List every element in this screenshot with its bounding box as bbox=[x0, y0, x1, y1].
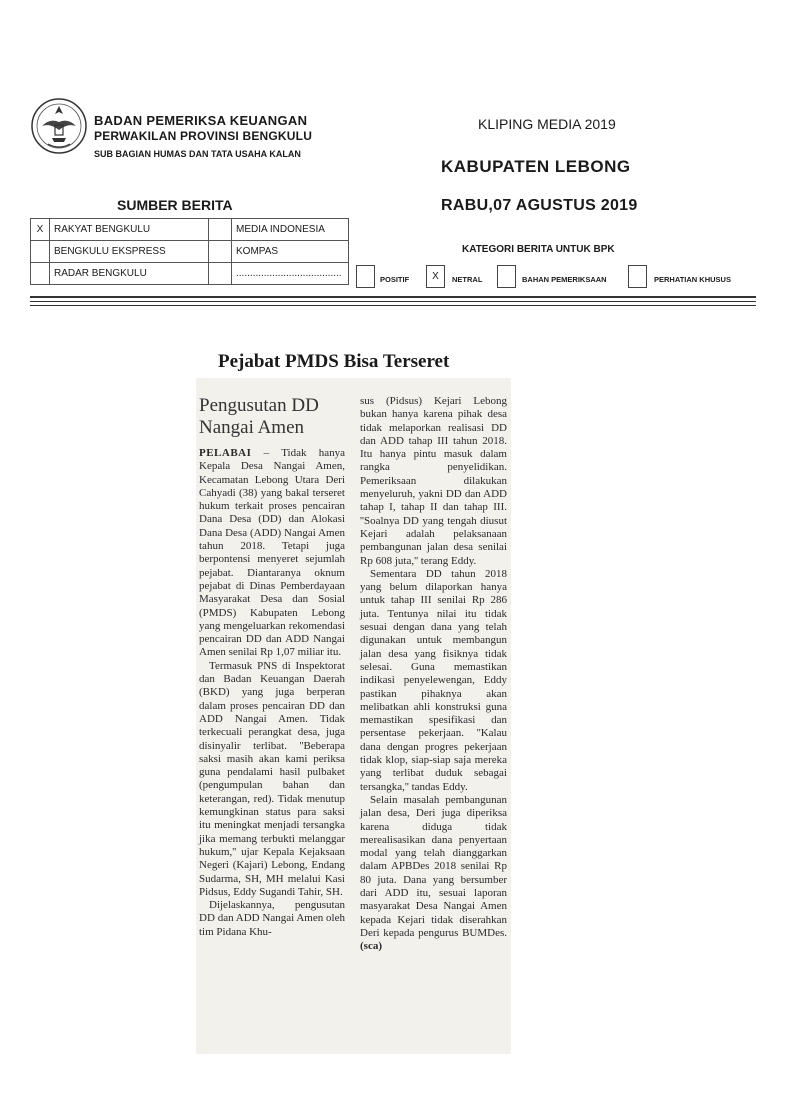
article-paragraph: Sementara DD tahun 2018 yang belum dilaporkan hanya untuk tahap III senilai Rp 286 juta. Tentunya nilai itu tidak sesuai dengan dana yang telah digunakan untuk membangun jalan desa yang fisiknya tidak selesai. Guna memastikan indikasi penyelewengan, Eddy pastikan pihaknya akan melibatkan ahli konstruksi guna memastikan spesifikasi dan persentase pekerjaan. ''Kalau dana dengan progres pekerjaan tidak klop, siap-siap saja mereka yang terlibat duduk sebagai tersangka,'' tandas Eddy. bbox=[360, 567, 507, 793]
category-label: POSITIF bbox=[380, 275, 410, 284]
category-label: PERHATIAN KHUSUS bbox=[654, 275, 731, 284]
article-paragraph: Dijelaskannya, pengusutan DD dan ADD Nangai Amen oleh tim Pidana Khu- bbox=[199, 899, 345, 938]
category-checkbox-positif[interactable] bbox=[356, 265, 375, 288]
sources-table bbox=[30, 218, 349, 285]
date-label: RABU,07 AGUSTUS 2019 bbox=[441, 197, 638, 214]
category-checkbox-perhatian-khusus[interactable] bbox=[628, 265, 647, 288]
kliping-label: KLIPING MEDIA 2019 bbox=[478, 116, 616, 132]
article-subhead: Pengusutan DD Nangai Amen bbox=[199, 395, 319, 438]
org-subdivision: SUB BAGIAN HUMAS DAN TATA USAHA KALAN bbox=[94, 149, 301, 159]
category-checkbox-netral[interactable]: X bbox=[426, 265, 445, 288]
category-label: BAHAN PEMERIKSAAN bbox=[522, 275, 607, 284]
source-mark bbox=[31, 241, 50, 263]
source-right: MEDIA INDONESIA bbox=[232, 219, 349, 241]
category-label: NETRAL bbox=[452, 275, 483, 284]
article-column-1 bbox=[199, 447, 345, 939]
article-author: (sca) bbox=[360, 940, 382, 953]
source-right: KOMPAS bbox=[232, 241, 349, 263]
region-title: KABUPATEN LEBONG bbox=[441, 157, 631, 176]
article-headline: Pejabat PMDS Bisa Terseret bbox=[218, 351, 450, 372]
source-mark: X bbox=[31, 219, 50, 241]
source-left: RAKYAT BENGKULU bbox=[50, 219, 209, 241]
article-column-2 bbox=[360, 395, 507, 953]
source-row bbox=[31, 263, 349, 285]
divider bbox=[30, 296, 756, 298]
source-mark bbox=[31, 263, 50, 285]
source-row bbox=[31, 219, 349, 241]
article-paragraph: Termasuk PNS di Inspektorat dan Badan Keuangan Daerah (BKD) yang juga berperan dalam proses pencairan DD dan ADD Nangai Amen. Tidak terkecuali perangkat desa, juga disinyalir terlibat. ''Beberapa saksi masih akan kami periksa guna pendalami hasil pulbaket (pengumpulan bahan dan keterangan, red). Tidak menutup kemungkinan status para saksi itu meningkat menjadi tersangka jika memang terbukti melanggar hukum,'' ujar Kepala Kejaksaan Negeri (Kajari) Lebong, Endang Sudarma, SH, MH melalui Kasi Pidsus, Eddy Sugandi Tahir, SH. bbox=[199, 659, 345, 898]
article-paragraph: Selain masalah pembangunan jalan desa, Deri juga diperiksa karena diduga tidak merealisasikan dana penyertaan modal yang telah dianggarkan dalam APBDes 2018 senilai Rp 80 juta. Dana yang bersumber dari ADD itu, sesuai laporan masyarakat Desa Nangai Amen kepada Kejari tidak diserahkan Deri kepada pengurus BUMDes.(sca) bbox=[360, 793, 507, 953]
source-row bbox=[31, 241, 349, 263]
source-left: BENGKULU EKSPRESS bbox=[50, 241, 209, 263]
divider bbox=[30, 305, 756, 306]
category-title: KATEGORI BERITA UNTUK BPK bbox=[462, 244, 615, 255]
article-paragraph: PELABAI – Tidak hanya Kepala Desa Nangai Amen, Kecamatan Lebong Utara Deri Cahyadi (38) yang bakal terseret hukum terkait proses pencairan Dana Desa (DD) dan Alokasi Dana Desa (ADD) Nangai Amen tahun 2018. Tetapi juga berpontensi menyeret sejumlah pejabat. Diantaranya oknum pejabat di Dinas Pemberdayaan Masyarakat Desa dan Sosial (PMDS) Kabupaten Lebong yang mengeluarkan rekomendasi pencairan DD dan ADD Nangai Amen senilai Rp 1,07 miliar itu. bbox=[199, 447, 345, 659]
bpk-emblem-icon bbox=[28, 92, 90, 158]
source-right: ...................................... bbox=[232, 263, 349, 285]
org-name: BADAN PEMERIKSA KEUANGAN bbox=[94, 113, 308, 128]
article-dateline: PELABAI bbox=[199, 447, 252, 459]
divider bbox=[30, 301, 756, 302]
org-branch: PERWAKILAN PROVINSI BENGKULU bbox=[94, 129, 313, 143]
article-paragraph: sus (Pidsus) Kejari Lebong bukan hanya karena pihak desa tidak melaporkan realisasi DD dan ADD tahap III tahun 2018. Itu hanya pintu masuk dalam rangka penyelidikan. Pemeriksaan dilakukan menyeluruh, yakni DD dan ADD tahap I, tahap II dan tahap III. ''Soalnya DD yang tengah diusut Kejari adalah pelaksanaan pembangunan jalan desa senilai Rp 608 juta,'' terang Eddy. bbox=[360, 395, 507, 567]
sources-title: SUMBER BERITA bbox=[117, 197, 233, 213]
category-checkbox-bahan-pemeriksaan[interactable] bbox=[497, 265, 516, 288]
source-left: RADAR BENGKULU bbox=[50, 263, 209, 285]
